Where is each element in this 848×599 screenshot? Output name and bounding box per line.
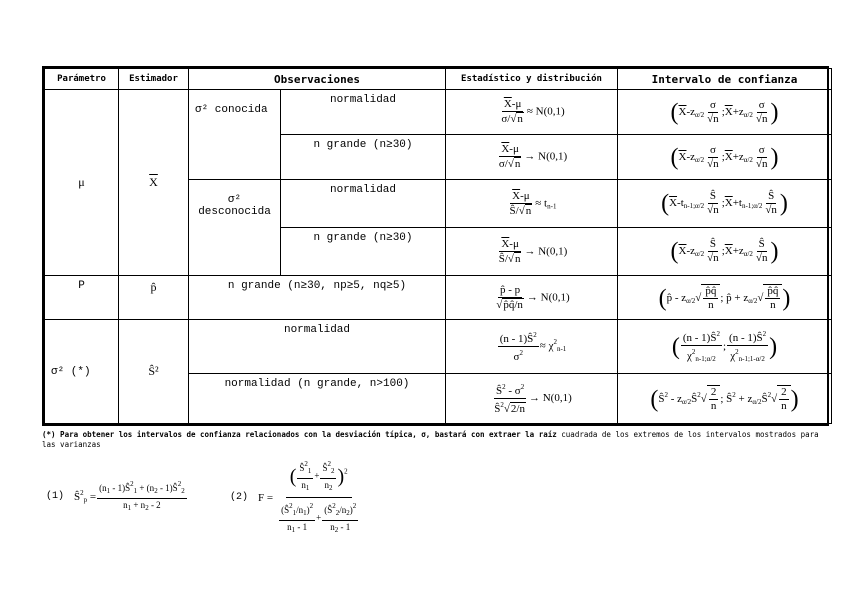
obs-sigma-known: σ² conocida <box>189 90 281 180</box>
footnote-rest: cuadrada de los extremos de los intervalos mostrados para las varianzas <box>42 430 819 449</box>
obs-sigma-unknown <box>189 180 281 276</box>
ci-z-unknown-large: ($\overline{X}-z_{\alpha/2}$ $\frac{Ŝ}{√n}$ $;\overline{X}+z_{\alpha/2}$ $\frac{Ŝ}{√n}$ ) <box>618 228 832 276</box>
stat-z-known-normal: $\frac{\overline{X}-\mu}{\sigma/√n}$ ≈ N(0,1) <box>446 90 618 135</box>
header-estadistico: Estadístico y distribución <box>446 69 618 90</box>
ci-var-large: ($Ŝ^2$ - $z_{\alpha/2}Ŝ^2√$ $\frac{2}{n}$ ; $Ŝ^2$ + $z_{\alpha/2}Ŝ^2√$ $\frac{2}{n}$ ) <box>618 374 832 424</box>
ci-z-known-large: ($\overline{X}-z_{\alpha/2}$ $\frac{\sigma}{√n}$ $;\overline{X}+z_{\alpha/2}$ $\frac{\sigma}{√n}$ ) <box>618 135 832 180</box>
param-p: P <box>45 276 119 320</box>
stat-var-large: $\frac{Ŝ^2 - \sigma^2}{Ŝ^2√2/n}$ → N(0,1) <box>446 374 618 424</box>
header-observaciones: Observaciones <box>189 69 446 90</box>
obs-normalidad-1: normalidad <box>281 90 446 135</box>
estimator-phat: p̂ <box>119 276 189 320</box>
obs-p: n grande (n≥30, np≥5, nq≥5) <box>189 276 446 320</box>
formula-2-label: (2) <box>230 492 249 503</box>
param-variance: σ² (*) <box>45 320 119 424</box>
stat-chi2: $\frac{(n - 1)Ŝ^2}{\sigma^2}$ ≈ $\chi^2_{n-1}$ <box>446 320 618 374</box>
formula-1-label: (1) <box>46 491 65 502</box>
obs-n-grande-2: n grande (n≥30) <box>281 228 446 276</box>
ci-z-known-normal: ($\overline{X}-z_{\alpha/2}$ $\frac{\sigma}{√n}$ $;\overline{X}+z_{\alpha/2}$ $\frac{\sigma}{√n}$ ) <box>618 90 832 135</box>
header-intervalo: Intervalo de confianza <box>618 69 832 90</box>
obs-sigma-unknown-1: σ² <box>227 194 242 206</box>
ci-chi2: ( $\frac{(n - 1)Ŝ^2}{\chi^2_{n-1;\alpha/2}}$ ; $\frac{(n - 1)Ŝ^2}{\chi^2_{n-1;1-\alpha/2}}$ ) <box>618 320 832 374</box>
estimator-xbar-text: $\overline{X}$ <box>149 175 158 189</box>
param-mu: μ <box>45 90 119 276</box>
ci-t-unknown-normal: ($\overline{X}-t_{n-1;\alpha/2}$ $\frac{Ŝ}{√n}$ $;\overline{X}+t_{n-1;\alpha/2}$ $\frac{Ŝ}{√n}$ ) <box>618 180 832 228</box>
obs-var-normal: normalidad <box>189 320 446 374</box>
confidence-interval-table <box>42 66 829 426</box>
header-parametro: Parámetro <box>45 69 119 90</box>
stat-z-unknown-large: $\frac{\overline{X}-\mu}{Ŝ/√n}$ → N(0,1) <box>446 228 618 276</box>
ci-p: (p̂ - $z_{\alpha/2}√$ $\frac{p̂q̂}{n}$ ; p̂ + $z_{\alpha/2}√$ $\frac{p̂q̂}{n}$ ) <box>618 276 832 320</box>
formula-pooled-variance: (1) $Ŝ^2_p$ = $\frac{(n_1 - 1)Ŝ^2_1 + (n_2 - 1)Ŝ^2_2}{n_1 + n_2 - 2}$ <box>46 480 185 512</box>
obs-var-large: normalidad (n grande, n>100) <box>189 374 446 424</box>
obs-n-grande-1: n grande (n≥30) <box>281 135 446 180</box>
obs-sigma-unknown-2: desconocida <box>198 206 271 218</box>
stat-t-unknown-normal: $\frac{\overline{X}-\mu}{Ŝ/√n}$ ≈ $t_{n-1}$ <box>446 180 618 228</box>
stat-p: $\frac{p̂ - p}{√p̂q̂/n}$ → N(0,1) <box>446 276 618 320</box>
formula-welch-df: (2) F = ( $\frac{Ŝ^2_1}{n_1}$ + $\frac{Ŝ^2_2}{n_2}$ )$^2$ $\frac{(Ŝ^2_1/n_1)^2}{n_1 - 1}$ + $\frac{(Ŝ^2_2/n_2)^2}{n_2 - 1}$ <box>230 456 364 539</box>
footnote-bold: (*) Para obtener los intervalos de confianza relacionados con la desviación típica, σ, bastará con extraer la raíz <box>42 430 557 439</box>
estimator-s2: Ŝ² <box>119 320 189 424</box>
estimator-xbar <box>119 90 189 276</box>
obs-normalidad-2: normalidad <box>281 180 446 228</box>
stat-z-known-large: $\frac{\overline{X}-\mu}{\sigma/√n}$ → N(0,1) <box>446 135 618 180</box>
header-estimador: Estimador <box>119 69 189 90</box>
footnote <box>42 430 832 449</box>
